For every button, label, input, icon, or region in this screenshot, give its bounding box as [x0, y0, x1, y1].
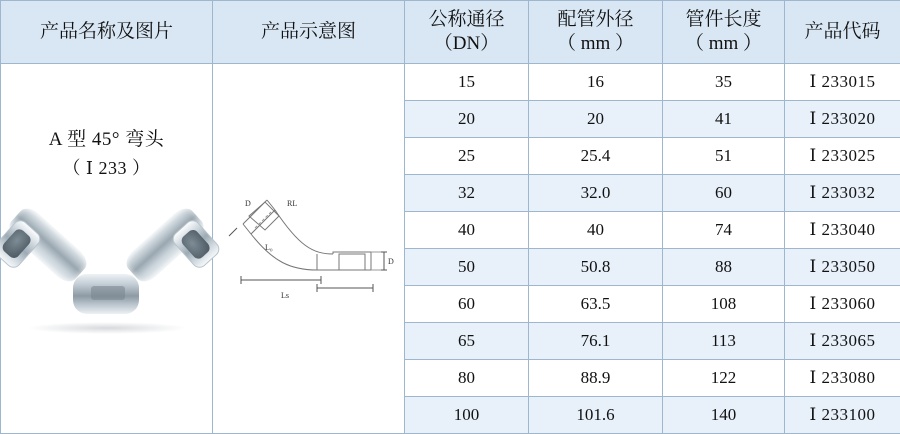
cell-od: 76.1 — [529, 323, 663, 360]
header-product-name — [1, 1, 213, 64]
cell-od: 25.4 — [529, 138, 663, 175]
table-row — [1, 64, 900, 101]
cell-length: 51 — [663, 138, 785, 175]
technical-drawing — [221, 184, 397, 314]
header-fitting-length — [663, 1, 785, 64]
cell-length: 122 — [663, 360, 785, 397]
cell-od: 63.5 — [529, 286, 663, 323]
header-row — [1, 1, 900, 64]
cell-length: 35 — [663, 64, 785, 101]
cell-code: Ⅰ 233025 — [785, 138, 900, 175]
elbow-fitting-illustration — [0, 196, 214, 346]
cell-code: Ⅰ 233080 — [785, 360, 900, 397]
cell-dn: 65 — [405, 323, 529, 360]
cell-code: Ⅰ 233050 — [785, 249, 900, 286]
cell-dn: 60 — [405, 286, 529, 323]
cell-od: 50.8 — [529, 249, 663, 286]
header-fitting-length-line2: （ mm ） — [663, 32, 784, 56]
header-outer-diameter-line1: 配管外径 — [557, 9, 633, 30]
header-nominal-diameter-line2: （DN） — [405, 32, 528, 56]
table-body — [1, 64, 900, 434]
product-photo — [0, 196, 214, 346]
diagram-label-l0: L₀ — [265, 243, 273, 252]
cell-dn: 15 — [405, 64, 529, 101]
cell-length: 60 — [663, 175, 785, 212]
diagram-label-rl: RL — [287, 199, 297, 208]
header-diagram-line1: 产品示意图 — [261, 21, 356, 42]
left-bore — [0, 226, 33, 260]
cell-length: 113 — [663, 323, 785, 360]
product-title-line2: （ Ⅰ 233 ） — [49, 155, 165, 182]
cell-code: Ⅰ 233020 — [785, 101, 900, 138]
cell-dn: 80 — [405, 360, 529, 397]
cell-code: Ⅰ 233065 — [785, 323, 900, 360]
product-title-line1: A 型 45° 弯头 — [49, 129, 165, 150]
table-header — [1, 1, 900, 64]
product-diagram-cell — [213, 64, 405, 434]
cell-od: 20 — [529, 101, 663, 138]
header-fitting-length-line1: 管件长度 — [685, 9, 761, 30]
product-name-and-photo-cell — [1, 64, 213, 434]
product-title — [49, 126, 165, 182]
cell-code: Ⅰ 233040 — [785, 212, 900, 249]
cell-length: 41 — [663, 101, 785, 138]
diagram-label-d-top: D — [245, 199, 251, 208]
cell-code: Ⅰ 233032 — [785, 175, 900, 212]
cell-dn: 40 — [405, 212, 529, 249]
diagram-label-ls: Ls — [281, 291, 289, 300]
right-bore — [179, 227, 212, 261]
cell-od: 101.6 — [529, 397, 663, 434]
cell-od: 32.0 — [529, 175, 663, 212]
photo-shadow — [27, 322, 187, 334]
header-product-code-line1: 产品代码 — [804, 21, 880, 42]
cell-dn: 20 — [405, 101, 529, 138]
cell-length: 140 — [663, 397, 785, 434]
header-product-code — [785, 1, 900, 64]
header-diagram — [213, 1, 405, 64]
cell-dn: 50 — [405, 249, 529, 286]
header-outer-diameter-line2: （ mm ） — [529, 32, 662, 56]
header-outer-diameter — [529, 1, 663, 64]
cell-code: Ⅰ 233100 — [785, 397, 900, 434]
diagram-label-d-right: D — [388, 257, 394, 266]
cell-length: 88 — [663, 249, 785, 286]
cell-length: 74 — [663, 212, 785, 249]
header-nominal-diameter — [405, 1, 529, 64]
cell-code: Ⅰ 233015 — [785, 64, 900, 101]
cell-dn: 100 — [405, 397, 529, 434]
cell-dn: 25 — [405, 138, 529, 175]
cell-od: 40 — [529, 212, 663, 249]
cell-od: 16 — [529, 64, 663, 101]
cell-code: Ⅰ 233060 — [785, 286, 900, 323]
header-nominal-diameter-line1: 公称通径 — [428, 9, 504, 30]
brand-stamp — [91, 286, 125, 300]
cell-od: 88.9 — [529, 360, 663, 397]
header-product-name-line1: 产品名称及图片 — [40, 21, 173, 42]
cell-dn: 32 — [405, 175, 529, 212]
cell-length: 108 — [663, 286, 785, 323]
